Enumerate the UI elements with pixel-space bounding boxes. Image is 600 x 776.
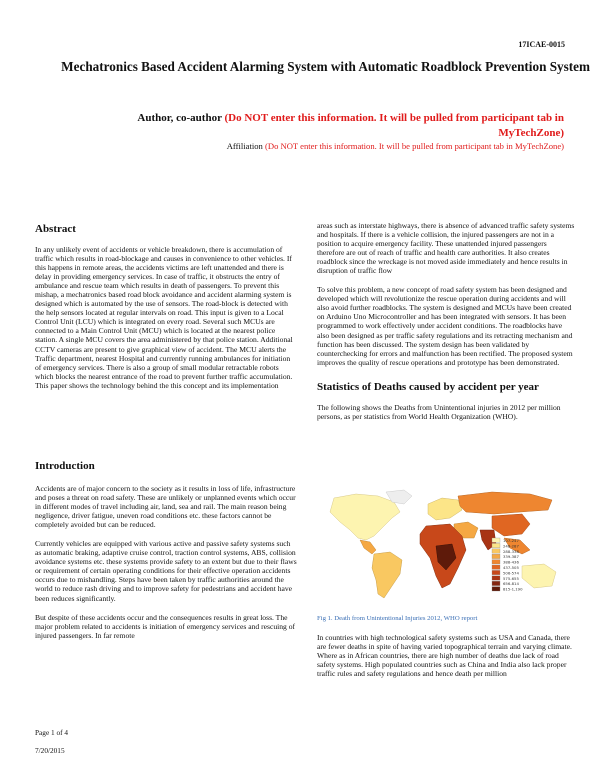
legend-swatch — [492, 554, 500, 558]
legend-label: 388-436 — [503, 559, 519, 565]
legend-label: 437-505 — [503, 565, 519, 570]
legend-label: 248-287 — [503, 543, 519, 549]
intro-paragraph-2: Currently vehicles are equipped with various active and passive safety systems such as automatic braking, adaptive cruise control, traction control systems, ABS, collision avoidance systems etc. these systems provide safety to an extent but due to their flaws or requirement of certain operating conditions for their effective operation accidents occurs due to mishandling. Steps have been taken by traffic authorities around the world to reduce rash driving and to improve safety for pedestrians and accident have been reduces significantly. — [35, 539, 297, 603]
affiliation-note: (Do NOT enter this information. It will be pulled from participant tab in MyTechZone) — [265, 141, 564, 151]
legend-swatch — [492, 581, 500, 585]
page-number: Page 1 of 4 — [35, 728, 69, 737]
legend-label: 815-1,190 — [503, 586, 523, 592]
figure-caption: Fig 1. Death from Unintentional Injuries 2012, WHO report — [317, 615, 478, 622]
author-note: (Do NOT enter this information. It will be pulled from participant tab in MyTechZone) — [224, 112, 564, 139]
legend-label: 288-338 — [503, 548, 519, 554]
introduction-heading: Introduction — [35, 460, 95, 472]
author-names: Author, co-author — [137, 112, 222, 124]
legend-swatch — [492, 576, 500, 580]
paper-title: Mechatronics Based Accident Alarming System with Automatic Roadblock Prevention System — [61, 59, 590, 74]
legend-swatch — [492, 538, 500, 542]
solution-paragraph: To solve this problem, a new concept of road safety system has been designed and developed which will revolutionize the rescue operation during accidents and will also avoid further roadblocks. The system is designed and MCUs have been created on Arduino Uno Microcontroller and has been integrated with sensors. It has been programmed to work effectively under accident conditions. The roadblocks have also been designed as per traffic safety regulations and its retracting mechanism and function has been discussed. The system design has been validated by counterchecking for errors and malfunction has been rectified. The proposed system improves the quality of rescue operations and prototype has been demonstrated. — [317, 285, 573, 367]
intro-paragraph-1: Accidents are of major concern to the society as it results in loss of life, infrastructure and poses a threat on road safety. These are unlikely or unplanned events which occur in different modes of travel including air, land, sea and rail. The main reason being negligence, driver fatigue, uneven road conditions etc. these factors cannot be completely avoided but can be reduced. — [35, 484, 296, 530]
world-map-figure — [316, 488, 572, 606]
intro-paragraph-3: But despite of these accidents occur and the consequences results in great loss. The major problem related to accidents is initiation of emergency services and rescuing of injured passengers. In far remote — [35, 612, 296, 640]
legend-label: 656-814 — [503, 581, 519, 587]
legend-label: 107-247 — [503, 538, 519, 543]
affiliation-name: Affiliation — [226, 141, 263, 151]
continued-paragraph: areas such as interstate highways, there is absence of advanced traffic safety systems and hospitals. If there is a vehicle collision, the injured passengers are not in a position to acquire emergency facility. These unattended injured passengers therefore are out of reach of traffic and health care authorities. It also creates roadblock since the wreckage is not moved aside immediately and hence results in disruption of traffic flow — [317, 221, 575, 276]
abstract-text: In any unlikely event of accidents or vehicle breakdown, there is accumulation of traffic which results in road-blockage and causes in convenience to other vehicles. If this happens in remote areas, the accidents victims are left unattended and there is delay in providing emergency services. In case of traffic, it obstructs the entry of ambulance and rescue team which results in death of passengers. To prevent this mishap, a mechatronics based road block avoidance and accident alarming system is designed which is automated by the use of sensors. The road-block is detected with the help sensors located at regular intervals on road. This input is given to a Local Control Unit (LCU) which is integrated on every road. Several such MCUs are connected to a Main Control Unit (MCU) which is located at the nearest police station. A single MCU covers the area administered by that police station. Additional CCTV cameras are present to give graphical view of accident. The MCU alerts the Traffic department, nearest Hospital and currently running ambulances for initiation of emergency services. There is also a group of small modular retractable robots which blocks the nearest entrance of the road to prevent further traffic accumulation. This paper shows the technology behind the this concept and its implementation — [35, 245, 293, 390]
after-figure-paragraph: In countries with high technological safety systems such as USA and Canada, there are fewer deaths in spite of having varied topographical terrain and varying climate. Where as in African countries, there are high number of deaths due lack of road safety systems. High populated countries such as China and India also lack proper traffic rules and safety regulations and hence death per million — [317, 633, 572, 679]
authors-line — [100, 111, 564, 141]
statistics-heading: Statistics of Deaths caused by accident per year — [317, 380, 539, 393]
footer-date: 7/20/2015 — [35, 746, 65, 755]
legend-label: 575-655 — [503, 575, 519, 581]
abstract-heading: Abstract — [35, 223, 76, 235]
legend-label: 339-387 — [503, 554, 519, 560]
legend-swatch — [492, 560, 500, 564]
paper-id: 17ICAE-0015 — [518, 40, 565, 49]
legend-swatch — [492, 570, 500, 574]
introduction-section — [35, 459, 297, 640]
after-figure-section — [317, 633, 575, 678]
legend-swatch — [492, 549, 500, 553]
abstract-section — [35, 222, 297, 390]
legend-label: 506-574 — [503, 570, 519, 576]
legend-swatch — [492, 565, 500, 569]
legend-swatch — [492, 543, 500, 547]
right-column — [317, 221, 575, 421]
legend-swatch — [492, 587, 500, 591]
statistics-intro: The following shows the Deaths from Unintentional injuries in 2012 per million persons, as per statistics from World Health Organization (WHO). — [317, 402, 561, 421]
affiliation-line — [100, 141, 564, 152]
